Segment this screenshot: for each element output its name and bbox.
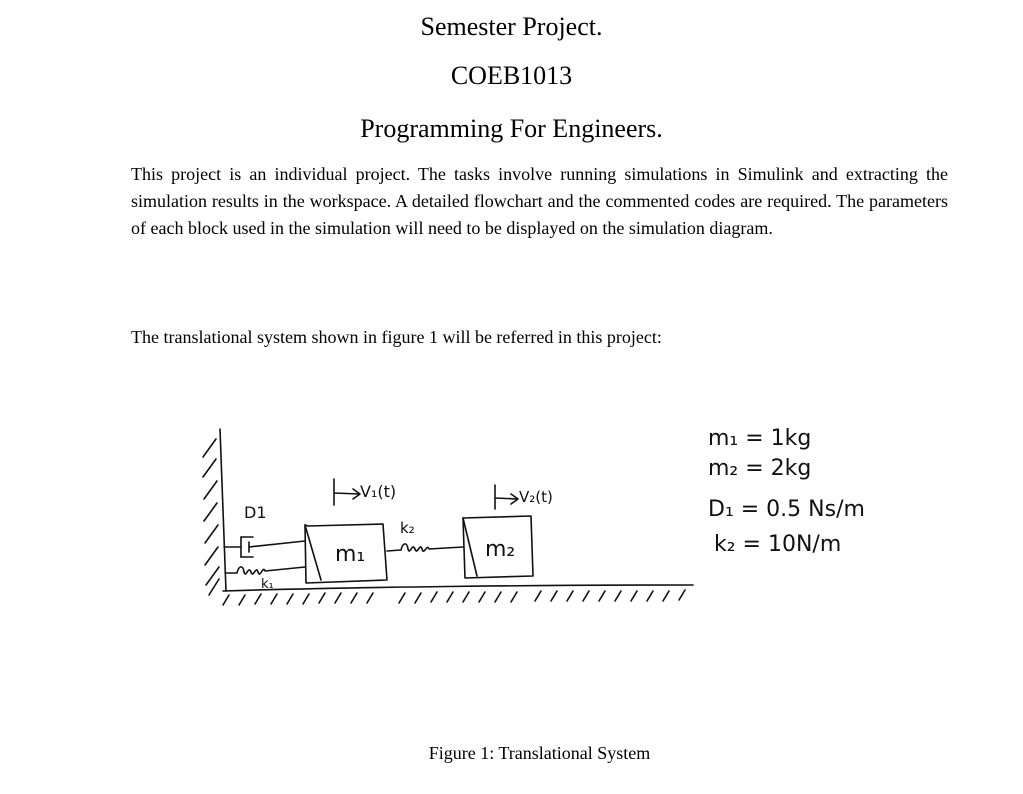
- damper: [224, 537, 305, 557]
- param-m1: m₁ = 1kg: [708, 426, 812, 451]
- damper-label: D1: [244, 503, 267, 522]
- spring-k1: [225, 567, 305, 574]
- translational-system-diagram: [195, 415, 725, 615]
- spring-k2-label: k₂: [400, 519, 415, 537]
- wall-hatching: [203, 439, 219, 595]
- velocity1-label: V₁(t): [360, 482, 397, 501]
- velocity2-arrow: [495, 485, 518, 509]
- spring-k1-label: k₁: [261, 577, 274, 592]
- ground-hatching: [223, 590, 685, 605]
- system-reference-paragraph: The translational system shown in figure 1 will be referred in this project:: [131, 327, 662, 347]
- velocity2-label: V₂(t): [519, 488, 553, 506]
- mass-m1-label: m₁: [335, 542, 366, 567]
- spring-k2: [387, 544, 463, 551]
- course-code: COEB1013: [450, 61, 573, 90]
- figure-caption: Figure 1: Translational System: [428, 743, 651, 763]
- intro-paragraph: This project is an individual project. The tasks involve running simulations in Simulink and extracting the simulation results in the workspace. A detailed flowchart and the commented codes are required. The parameters of each block used in the simulation will need to be displayed on the simulation diagram.: [131, 164, 948, 238]
- velocity1-arrow: [334, 479, 360, 505]
- param-m2: m₂ = 2kg: [708, 456, 812, 481]
- course-name: Programming For Engineers.: [360, 114, 663, 143]
- wall: [220, 429, 226, 591]
- mass-m1-shade: [305, 525, 321, 580]
- param-k2: k₂ = 10N/m: [714, 532, 842, 557]
- parameter-notes: [700, 415, 960, 565]
- document-title: Semester Project.: [420, 12, 603, 41]
- mass-m2-label: m₂: [485, 537, 516, 562]
- param-d1: D₁ = 0.5 Ns/m: [708, 497, 865, 522]
- ground: [223, 585, 693, 591]
